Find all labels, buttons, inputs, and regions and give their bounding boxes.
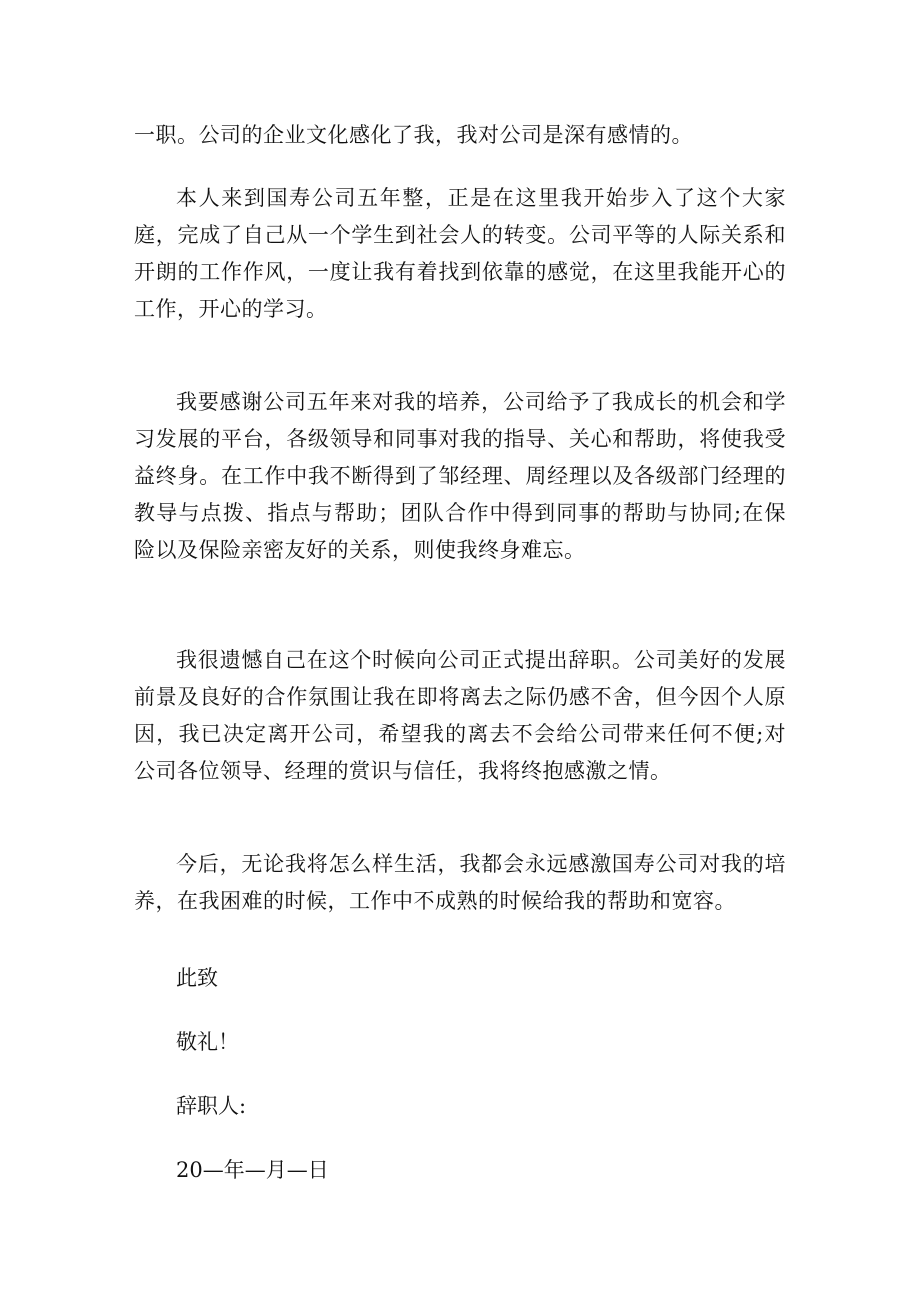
paragraph-resignation: 我很遗憾自己在这个时候向公司正式提出辞职。公司美好的发展前景及良好的合作氛围让我在即将离去之际仍感不舍，但今因个人原因，我已决定离开公司，希望我的离去不会给公司带来任何不便;对公司各位领导、经理的赏识与信任，我将终抱感激之情。 [134,648,786,783]
salutation: 此致 [176,966,218,990]
regards: 敬礼！ [176,1030,239,1054]
paragraph-opening-line: 一职。公司的企业文化感化了我，我对公司是深有感情的。 [134,123,693,147]
paragraph-future: 今后，无论我将怎么样生活，我都会永远感激国寿公司对我的培养，在我困难的时候，工作中不成熟的时候给我的帮助和宽容。 [134,852,786,913]
paragraph-gratitude: 我要感谢公司五年来对我的培养，公司给予了我成长的机会和学习发展的平台，各级领导和同事对我的指导、关心和帮助，将使我受益终身。在工作中我不断得到了邹经理、周经理以及各级部门经理的教导与点拨、指点与帮助；团队合作中得到同事的帮助与协同;在保险以及保险亲密友好的关系，则使我终身难忘。 [134,390,786,562]
paragraph-five-years: 本人来到国寿公司五年整，正是在这里我开始步入了这个大家庭，完成了自己从一个学生到社会人的转变。公司平等的人际关系和开朗的工作作风，一度让我有着找到依靠的感觉，在这里我能开心的工作，开心的学习。 [134,186,786,321]
signature-label: 辞职人: [176,1094,247,1118]
date-line: 20—年—月—日 [176,1158,329,1182]
